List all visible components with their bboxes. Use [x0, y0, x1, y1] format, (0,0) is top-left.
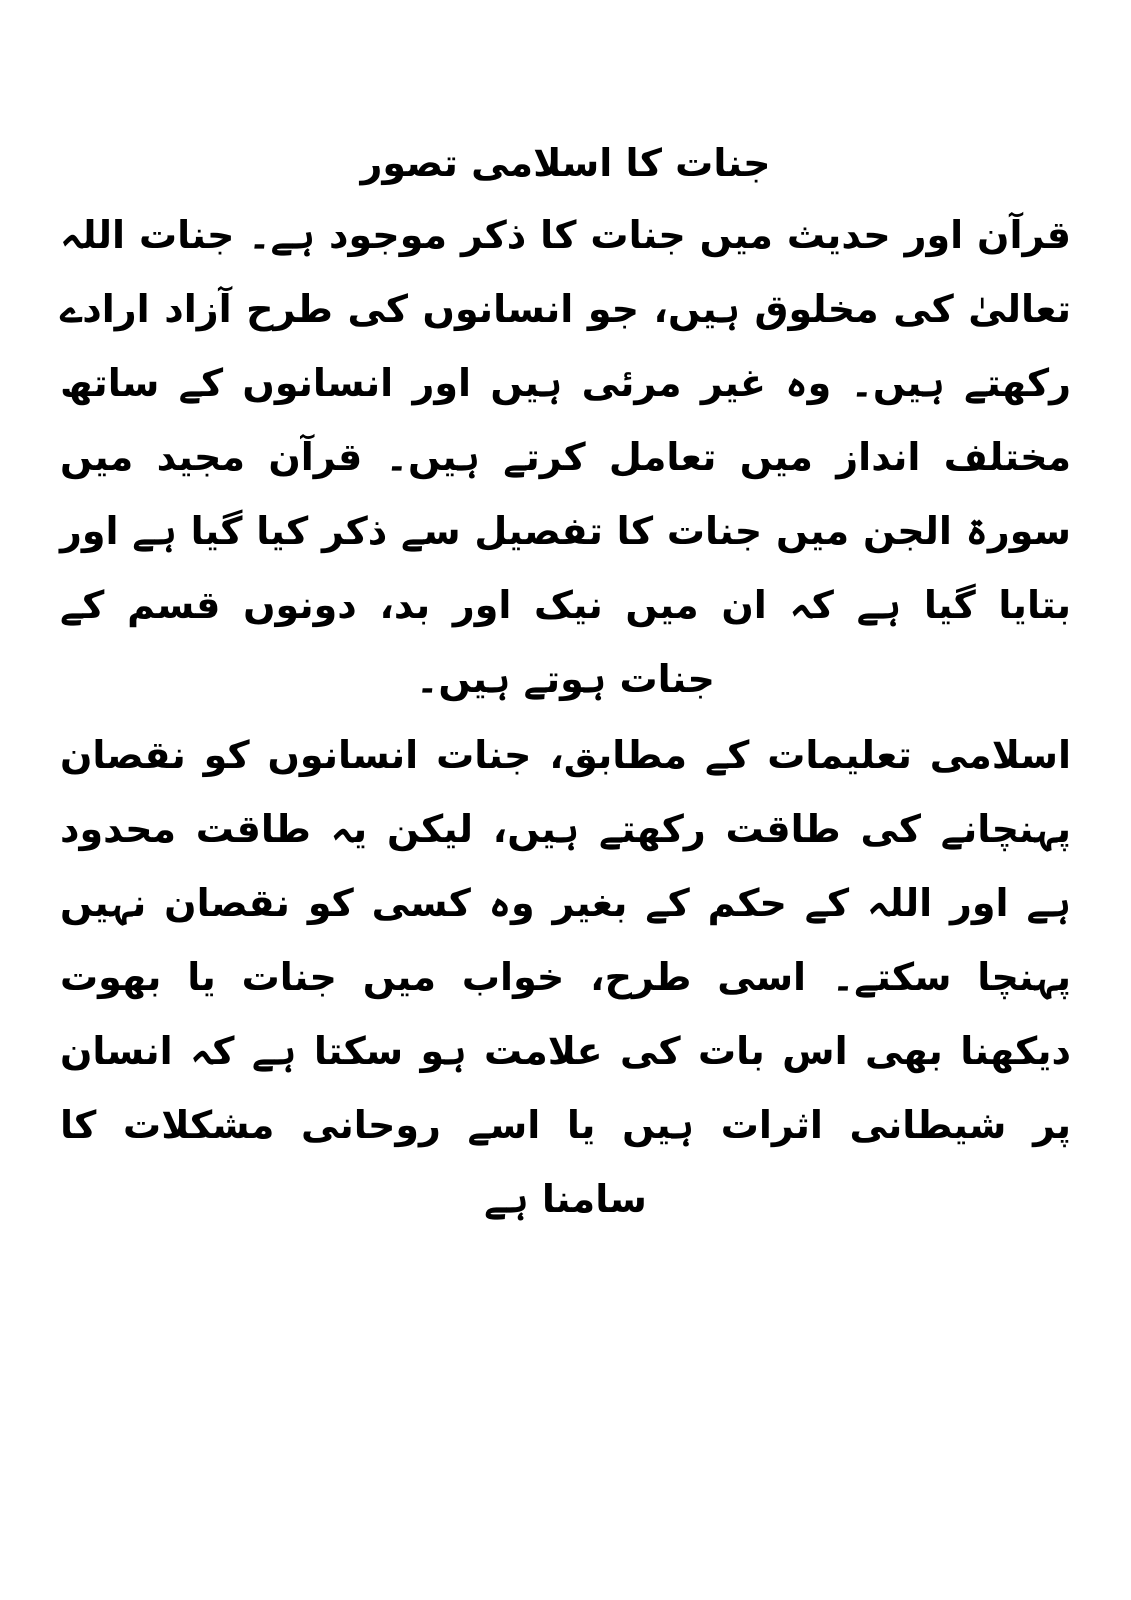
paragraph-2: اسلامی تعلیمات کے مطابق، جنات انسانوں کو نقصان پہنچانے کی طاقت رکھتے ہیں، لیکن یہ طاقت محدود ہے اور اللہ کے حکم کے بغیر وہ کسی کو نقصان نہیں پہنچا سکتے۔ اسی طرح، خواب میں جنات یا بھوت دیکھنا بھی اس بات کی علامت ہو سکتا ہے کہ انسان پر شیطانی اثرات ہیں یا اسے روحانی مشکلات کا سامنا ہے	[60, 733, 1071, 1221]
document-title: جنات کا اسلامی تصور	[360, 141, 771, 185]
paragraph-1: قرآن اور حدیث میں جنات کا ذکر موجود ہے۔ جنات اللہ تعالیٰ کی مخلوق ہیں، جو انسانوں کی طرح آزاد ارادے رکھتے ہیں۔ وہ غیر مرئی ہیں اور انسانوں کے ساتھ مختلف انداز میں تعامل کرتے ہیں۔ قرآن مجید میں سورۃ الجن میں جنات کا تفصیل سے ذکر کیا گیا ہے اور بتایا گیا ہے کہ ان میں نیک اور بد، دونوں قسم کے جنات ہوتے ہیں۔	[60, 213, 1071, 701]
